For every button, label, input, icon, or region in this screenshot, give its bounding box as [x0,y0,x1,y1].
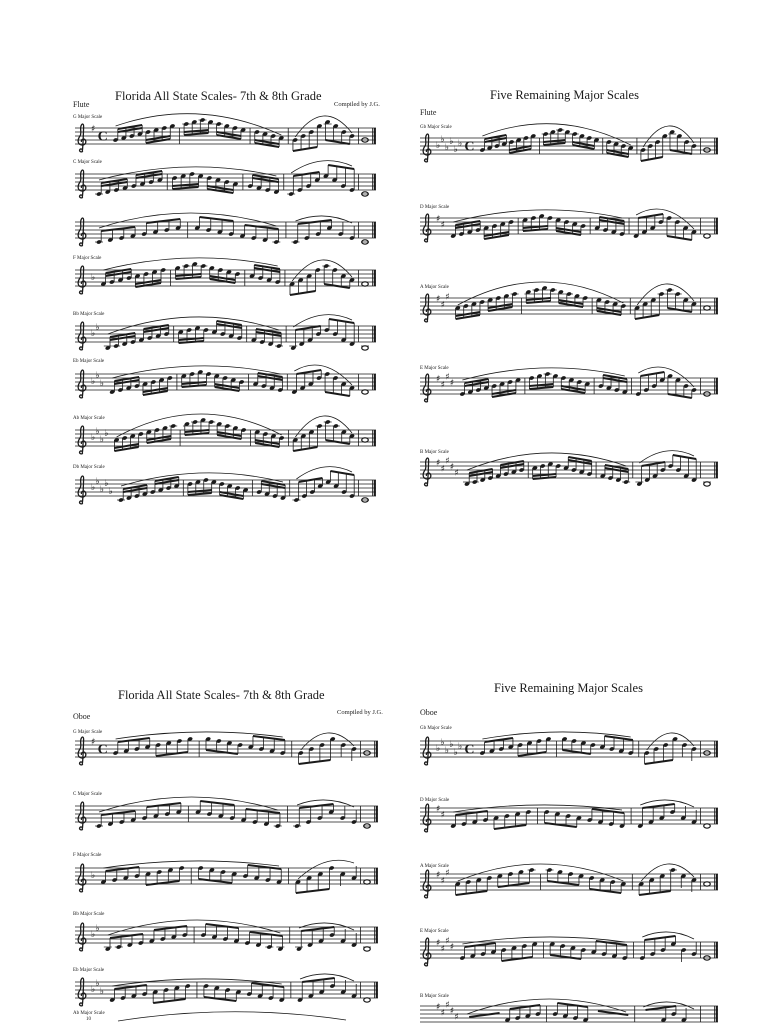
beam [485,738,513,742]
staff-label: Eb Major Scale [73,359,105,364]
instrument-name: Flute [420,108,437,117]
whole-note [704,482,711,486]
staff-label: C Major Scale [73,160,102,165]
compiler-credit: Compiled by J.G. [337,709,383,716]
sharp-icon: ♯ [91,124,96,135]
beam [297,370,322,374]
beam [668,394,692,398]
whole-note [362,438,369,442]
slur [453,210,622,222]
staff-label: E Major Scale [420,929,449,934]
sharp-icon: ♯ [440,220,445,231]
beam [296,889,330,893]
staff-label: A Major Scale [420,864,449,869]
whole-note [704,882,711,886]
sharp-icon: ♯ [436,938,441,949]
beam [494,825,526,829]
flat-icon: ♭ [95,477,100,488]
slur [118,1012,346,1021]
beam [523,229,548,231]
beam [640,372,664,376]
flat-icon: ♭ [95,924,100,935]
time-signature: C [97,742,108,758]
slur [467,453,626,470]
beam [502,957,533,961]
beam [302,978,334,982]
flat-icon: ♭ [91,483,96,494]
beam [293,147,317,151]
instrument-name: Oboe [420,708,438,717]
beam [206,924,239,928]
time-signature: C [464,742,475,758]
beam [455,811,487,815]
flat-icon: ♭ [453,145,458,156]
flat-icon: ♭ [99,485,105,496]
staff-label: Gb Major Scale [420,726,452,731]
beam [557,1003,587,1007]
sharp-icon: ♯ [445,868,450,879]
slur [112,366,280,378]
flat-icon: ♭ [453,748,458,759]
flat-icon: ♭ [458,742,463,753]
beam [545,823,577,827]
beam [200,801,234,805]
beam [550,955,581,959]
page-title: Florida All State Scales- 7th & 8th Grade [118,688,325,702]
sharp-icon: ♯ [436,1002,441,1013]
beam [325,392,350,396]
beam [101,811,135,815]
flat-icon: ♭ [91,329,96,340]
beam [301,927,334,931]
whole-note [362,390,369,394]
sharp-icon: ♯ [440,1008,445,1019]
beam [562,750,590,754]
slur [108,317,279,334]
sharp-icon: ♯ [440,464,445,475]
staff-label: Ab Major Scale [73,416,105,421]
instrument-name: Oboe [73,712,91,721]
staff-label: G Major Scale [73,115,103,120]
staff-label: Ab Major Scale [73,1011,105,1016]
whole-note [364,947,371,951]
flat-icon: ♭ [95,979,100,990]
measure-number: 10 [86,1017,91,1022]
staff-label: Bb Major Scale [73,912,105,917]
sharp-icon: ♯ [436,214,441,225]
slur [301,733,354,750]
sharp-icon: ♯ [449,942,455,953]
sharp-icon: ♯ [440,810,445,821]
beam [290,291,316,295]
time-signature: C [97,129,108,145]
beam [526,301,550,303]
beam [529,387,553,389]
beam [639,891,671,895]
flat-icon: ♭ [458,139,463,150]
beam [498,883,530,887]
page-title: Five Remaining Major Scales [490,88,639,102]
staff-label: Gb Major Scale [420,125,452,130]
flat-icon: ♭ [95,371,100,382]
sharp-icon: ♯ [449,1006,455,1017]
instrument-name: Flute [73,100,90,109]
beam [645,760,673,764]
page-title: Florida All State Scales- 7th & 8th Grade [115,89,322,103]
staff-label: B Major Scale [420,994,449,999]
whole-note [362,346,369,350]
staff-label: Db Major Scale [73,465,105,470]
staff-label: C Major Scale [73,792,102,797]
beam [645,936,676,940]
sharp-icon: ♯ [436,458,441,469]
beam [642,804,674,808]
sharp-icon: ♯ [445,456,450,467]
flat-icon: ♭ [449,137,454,148]
staff-label: Bb Major Scale [73,312,105,317]
sharp-icon: ♯ [440,380,445,391]
sharp-icon: ♯ [445,372,450,383]
beam [667,236,692,240]
flat-icon: ♭ [108,487,113,498]
slur [116,732,283,739]
whole-note [364,998,371,1002]
slur [482,732,630,739]
beam [543,143,565,145]
flat-icon: ♭ [99,435,105,446]
beam [188,493,212,495]
beam [206,750,238,754]
time-signature: C [464,139,475,155]
staff-label: F Major Scale [73,853,102,858]
flat-icon: ♭ [99,379,105,390]
flat-icon: ♭ [91,930,96,941]
flat-icon: ♭ [91,377,96,388]
slur [103,258,277,270]
staff-label: D Major Scale [420,205,450,210]
beam [146,219,180,223]
flat-icon: ♭ [99,987,105,998]
staff-label: D Major Scale [420,798,450,803]
beam [118,738,150,742]
sharp-icon: ♯ [440,944,445,955]
whole-note [704,824,711,828]
beam [176,277,202,279]
beam [110,934,143,938]
beam [146,881,180,885]
beam [147,803,181,807]
beam [184,133,208,135]
flat-icon: ♭ [440,135,445,146]
slur [299,923,354,930]
flat-icon: ♭ [440,738,445,749]
flat-icon: ♭ [449,740,454,751]
beam [185,433,209,435]
flat-icon: ♭ [444,143,450,154]
sharp-icon: ♯ [440,876,445,887]
beam [547,881,579,885]
beam [199,879,233,883]
sharp-icon: ♯ [436,294,441,305]
beam [469,1013,499,1017]
staff-label: A Major Scale [420,285,449,290]
page-title: Five Remaining Major Scales [494,681,643,695]
beam [172,187,198,189]
flat-icon: ♭ [436,141,441,152]
flat-icon: ♭ [91,871,96,882]
flat-icon: ♭ [104,429,109,440]
slur [647,733,694,750]
flat-icon: ♭ [95,323,100,334]
sharp-icon: ♯ [440,300,445,311]
sharp-icon: ♯ [436,870,441,881]
beam [106,867,140,871]
flat-icon: ♭ [95,427,100,438]
staff-label: F Major Scale [73,256,102,261]
sharp-icon: ♯ [445,1000,450,1011]
slur [103,861,279,868]
beam [646,1006,676,1010]
beam [245,225,279,229]
beam [325,140,349,144]
beam [153,999,185,1003]
sharp-icon: ♯ [445,936,450,947]
staff-label: B Major Scale [420,450,449,455]
beam [250,932,283,936]
flat-icon: ♭ [91,985,96,996]
sharp-icon: ♯ [436,374,441,385]
beam [182,385,207,387]
whole-note [704,306,711,310]
sharp-icon: ♯ [454,1012,459,1023]
beam [156,752,188,756]
flat-icon: ♭ [104,479,109,490]
beam [670,150,692,154]
beam [510,1005,540,1009]
beam [638,214,663,218]
sharp-icon: ♯ [454,468,459,479]
whole-note [364,880,371,884]
beam [204,997,236,1001]
staff-label: Eb Major Scale [73,968,105,973]
beam [590,889,622,893]
flat-icon: ♭ [91,273,96,284]
beam [518,752,546,756]
beam [465,943,496,947]
compiler-credit: Compiled by J.G. [334,101,380,108]
staff-label: G Major Scale [73,730,103,735]
whole-note [704,234,711,238]
flat-icon: ♭ [436,744,441,755]
beam [456,891,488,895]
beam [246,809,280,813]
beam [114,985,146,989]
whole-note [362,282,369,286]
beam [635,315,659,319]
beam [295,326,320,330]
sharp-icon: ♯ [449,462,455,473]
sharp-icon: ♯ [445,292,450,303]
sharp-icon: ♯ [449,378,455,389]
staff-label: E Major Scale [420,366,449,371]
flat-icon: ♭ [91,433,96,444]
beam [293,447,317,451]
beam [299,760,331,764]
sharp-icon: ♯ [91,737,96,748]
beam [642,462,665,466]
beam [154,926,187,930]
sharp-icon: ♯ [436,804,441,815]
beam [101,227,135,231]
flat-icon: ♭ [444,746,450,757]
slur [641,864,694,881]
beam [199,217,233,221]
slur [638,367,694,387]
beam [179,341,204,343]
beam [533,477,556,479]
beam [641,157,663,161]
